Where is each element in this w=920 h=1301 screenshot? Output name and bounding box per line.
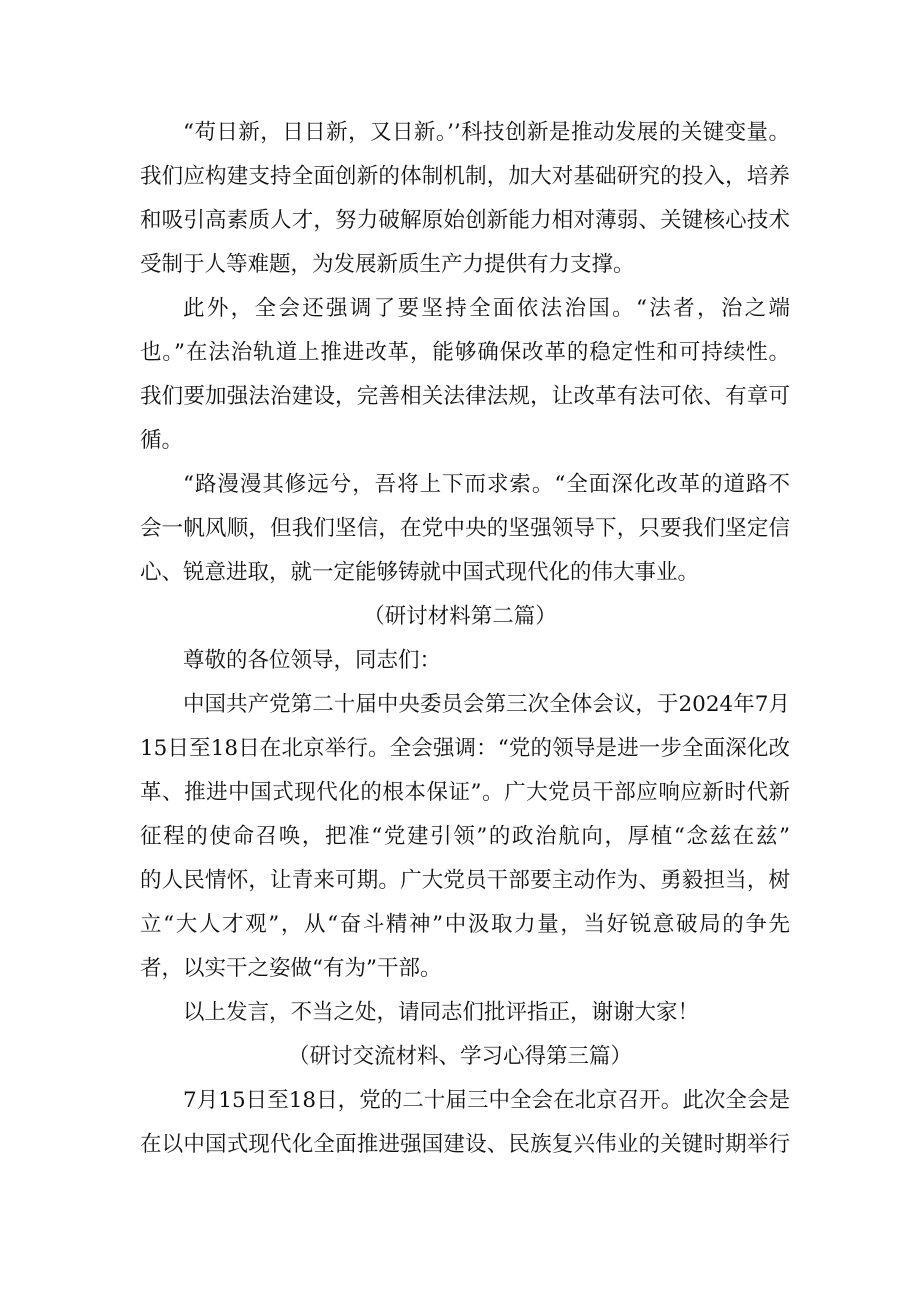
- paragraph-3-line-3: 心、锐意进取，就一定能够铸就中国式现代化的伟大事业。: [140, 560, 700, 585]
- paragraph-2-line-1: 此外，全会还强调了要坚持全面依法治国。“法者，治之端: [183, 296, 790, 321]
- paragraph-4-line-3: 革、推进中国式现代化的根本保证”。广大党员干部应响应新时代新: [140, 780, 790, 805]
- section-heading-3: （研讨交流材料、学习心得第三篇）: [287, 1044, 632, 1069]
- paragraph-5-line-1: 7月15日至18日，党的二十届三中全会在北京召开。此次全会是: [183, 1088, 790, 1113]
- paragraph-4-line-4: 征程的使命召唤，把准“党建引领”的政治航向，厚植“念兹在兹”: [140, 824, 790, 849]
- paragraph-1-line-4: 受制于人等难题，为发展新质生产力提供有力支撑。: [140, 252, 635, 277]
- paragraph-1-line-1: “苟日新，日日新，又日新。’’科技创新是推动发展的关键变量。: [183, 120, 790, 145]
- closing-remarks: 以上发言，不当之处，请同志们批评指正，谢谢大家！: [183, 1000, 700, 1025]
- paragraph-2-line-2: 也。”在法治轨道上推进改革，能够确保改革的稳定性和可持续性。: [140, 340, 790, 365]
- paragraph-2-line-3: 我们要加强法治建设，完善相关法律法规，让改革有法可依、有章可: [140, 384, 790, 409]
- paragraph-2-line-4: 循。: [140, 428, 184, 453]
- paragraph-4-line-6: 立“大人才观”，从“奋斗精神”中汲取力量，当好锐意破局的争先: [140, 912, 790, 937]
- section-heading-2: （研讨材料第二篇）: [363, 604, 557, 629]
- paragraph-1-line-3: 和吸引高素质人才，努力破解原始创新能力相对薄弱、关键核心技术: [140, 208, 790, 233]
- paragraph-4-line-1: 中国共产党第二十届中央委员会第三次全体会议，于2024年7月: [183, 692, 790, 717]
- paragraph-3-line-2: 会一帆风顺，但我们坚信，在党中央的坚强领导下，只要我们坚定信: [140, 516, 790, 541]
- paragraph-1-line-2: 我们应构建支持全面创新的体制机制，加大对基础研究的投入，培养: [140, 164, 790, 189]
- paragraph-3-line-1: “路漫漫其修远兮，吾将上下而求索。“全面深化改革的道路不: [183, 472, 790, 497]
- salutation: 尊敬的各位领导，同志们：: [183, 648, 442, 673]
- paragraph-4-line-7: 者，以实干之姿做“有为”干部。: [140, 956, 442, 981]
- paragraph-4-line-5: 的人民情怀，让青来可期。广大党员干部要主动作为、勇毅担当，树: [140, 868, 790, 893]
- paragraph-4-line-2: 15日至18日在北京举行。全会强调：“党的领导是进一步全面深化改: [140, 736, 790, 761]
- paragraph-5-line-2: 在以中国式现代化全面推进强国建设、民族复兴伟业的关键时期举行: [140, 1132, 790, 1157]
